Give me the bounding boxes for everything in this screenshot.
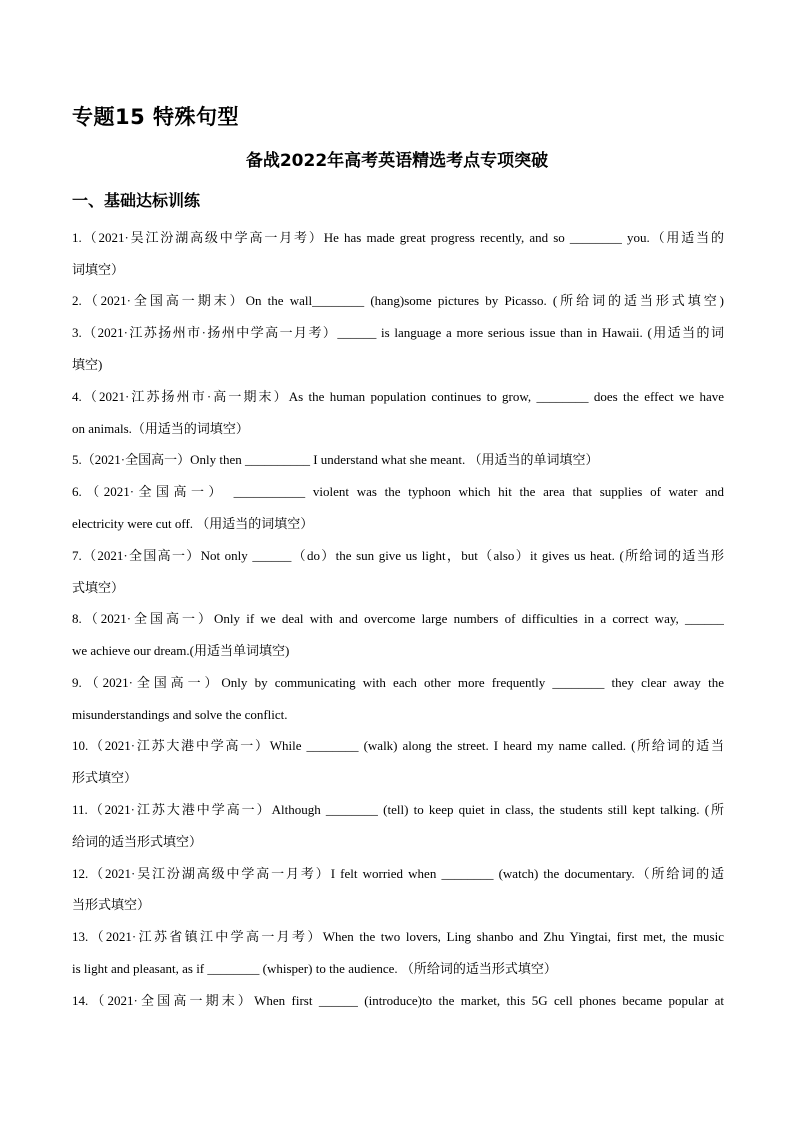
question-line: 5.（2021·全国高一）Only then __________ I understand what she meant. （用适当的单词填空） bbox=[72, 452, 599, 467]
topic-title: 专题15 特殊句型 bbox=[72, 105, 240, 129]
question-line: 式填空） bbox=[72, 580, 125, 595]
question-line: 填空) bbox=[72, 357, 103, 372]
question-line: on animals.（用适当的词填空） bbox=[72, 421, 249, 436]
question-line: 12.（2021·吴江汾湖高级中学高一月考）I felt worried when ________ (watch) the documentary.（所给词的适 bbox=[72, 866, 724, 881]
question-line: misunderstandings and solve the conflict. bbox=[72, 707, 288, 722]
question-line: 7.（2021·全国高一）Not only ______（do）the sun give us light，but（also）it gives us heat. (所给词的适当形 bbox=[72, 548, 724, 563]
question-line: 词填空） bbox=[72, 262, 125, 277]
question-line: 给词的适当形式填空） bbox=[72, 834, 203, 849]
question-line: 形式填空） bbox=[72, 770, 138, 785]
question-line: 当形式填空） bbox=[72, 897, 151, 912]
document-subtitle: 备战2022年高考英语精选考点专项突破 bbox=[245, 151, 549, 171]
question-line: 4.（2021·江苏扬州市·高一期末）As the human population continues to grow, ________ does the effect we have bbox=[72, 389, 724, 404]
question-line: 8.（2021·全国高一）Only if we deal with and overcome large numbers of difficulties in a correct way, ______ bbox=[72, 611, 724, 626]
question-line: 2.（2021·全国高一期末）On the wall________ (hang)some pictures by Picasso. (所给词的适当形式填空) bbox=[72, 293, 724, 308]
question-line: 9.（2021·全国高一）Only by communicating with each other more frequently ________ they clear away the bbox=[72, 675, 724, 690]
question-line: we achieve our dream.(用适当单词填空) bbox=[72, 643, 290, 658]
question-line: 6.（2021·全国高一） ___________ violent was the typhoon which hit the area that supplies of water and bbox=[72, 484, 724, 499]
question-line: 11.（2021·江苏大港中学高一）Although ________ (tell) to keep quiet in class, the students still kept talking. (所 bbox=[72, 802, 724, 817]
question-line: electricity were cut off. （用适当的词填空） bbox=[72, 516, 314, 531]
question-line: 14.（2021·全国高一期末）When first ______ (introduce)to the market, this 5G cell phones became popular at bbox=[72, 993, 724, 1008]
question-line: 3.（2021·江苏扬州市·扬州中学高一月考）______ is language a more serious issue than in Hawaii. (用适当的词 bbox=[72, 325, 724, 340]
question-line: 13.（2021·江苏省镇江中学高一月考）When the two lovers, Ling shanbo and Zhu Yingtai, first met, the music bbox=[72, 929, 724, 944]
section-heading: 一、基础达标训练 bbox=[72, 191, 201, 210]
question-line: 1.（2021·吴江汾湖高级中学高一月考）He has made great progress recently, and so ________ you.（用适当的 bbox=[72, 230, 724, 245]
question-line: is light and pleasant, as if ________ (whisper) to the audience. （所给词的适当形式填空） bbox=[72, 961, 557, 976]
question-line: 10.（2021·江苏大港中学高一）While ________ (walk) along the street. I heard my name called. (所给词的适当 bbox=[72, 738, 724, 753]
